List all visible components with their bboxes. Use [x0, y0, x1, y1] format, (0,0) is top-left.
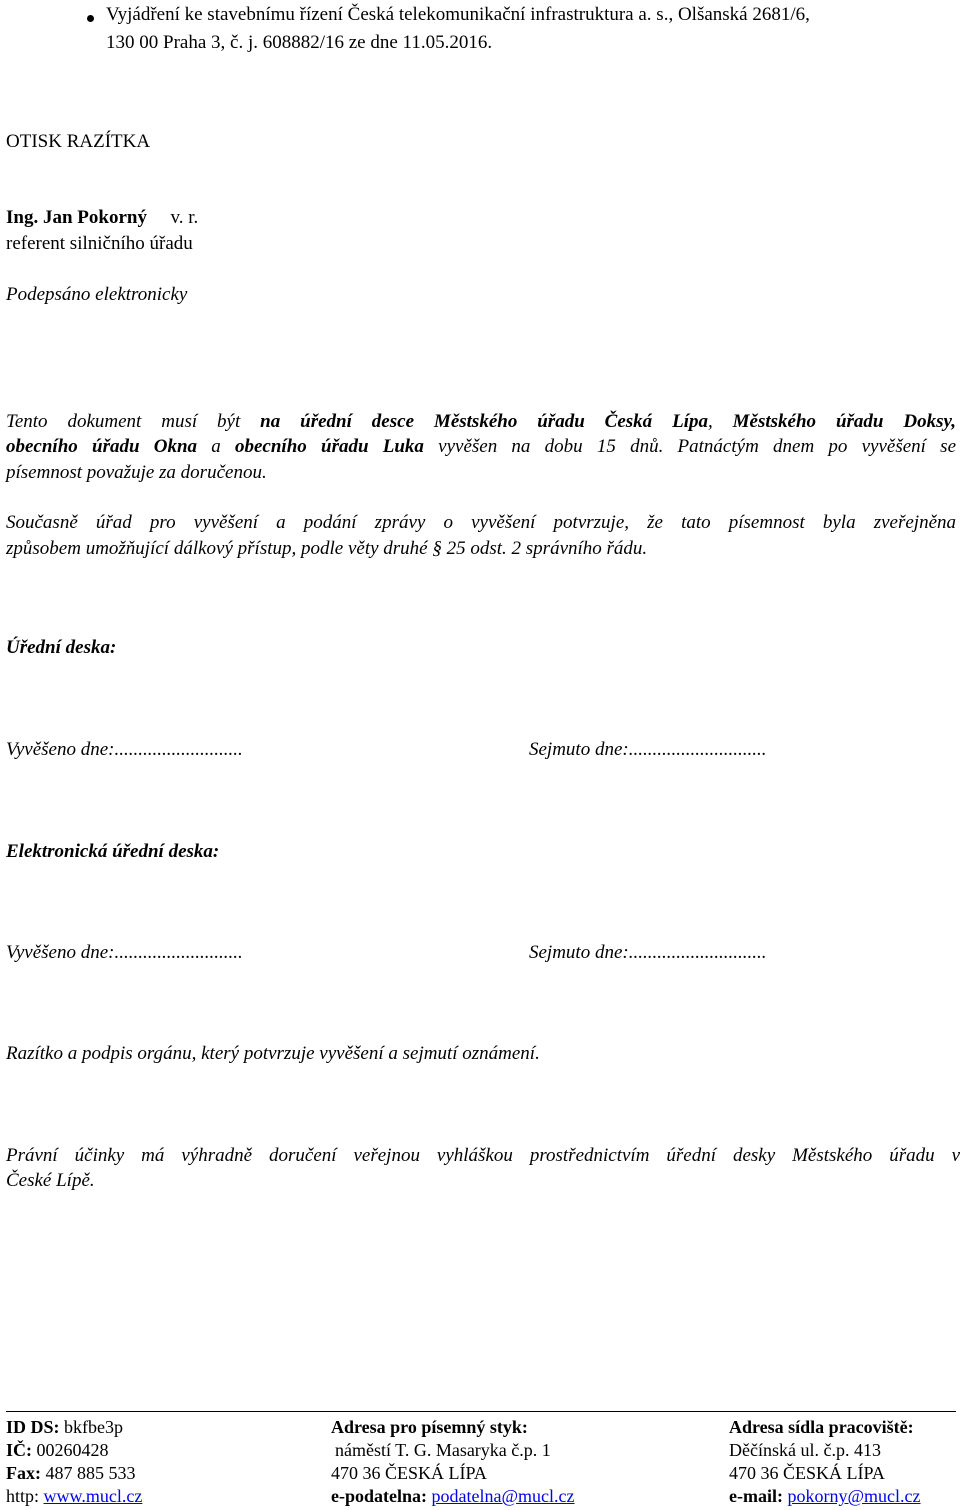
- posting-p2-line-2: způsobem umožňující dálkový přístup, podle věty druhé § 25 odst. 2 správního řádu.: [6, 538, 648, 559]
- footer-ic: [6, 1439, 142, 1462]
- footer-col-office: [729, 1416, 921, 1508]
- signed-electronically: Podepsáno elektronicky: [6, 284, 188, 305]
- mailing-city: 470 36 ČESKÁ LÍPA: [331, 1463, 487, 1483]
- epodatelna-link[interactable]: podatelna@mucl.cz: [431, 1486, 575, 1506]
- footer-web: [6, 1485, 142, 1508]
- website-link[interactable]: www.mucl.cz: [43, 1486, 143, 1506]
- p1-l1-text-2: ,: [707, 411, 733, 432]
- desk-doksy: Městského úřadu Doksy,: [732, 411, 957, 432]
- epodatelna-label: e-podatelna:: [331, 1486, 432, 1506]
- signatory-role: referent silničního úřadu: [6, 233, 193, 254]
- posting-p2-line-1: Současně úřad pro vyvěšení a podání zprávy o vyvěšení potvrzuje, že tato písemnost byla zveřejněna: [6, 512, 956, 533]
- office-city: 470 36 ČESKÁ LÍPA: [729, 1463, 885, 1483]
- fax-label: Fax:: [6, 1463, 41, 1483]
- signatory-vr: v. r.: [170, 207, 199, 228]
- p1-l1-text-1: Tento dokument musí být: [6, 411, 261, 432]
- legal-line-1: Právní účinky má výhradně doručení veřejnou vyhláškou prostřednictvím úřední desky Městského úřadu v: [6, 1145, 960, 1166]
- web-label: http:: [6, 1486, 44, 1506]
- desk-okna: obecního úřadu Okna: [6, 436, 198, 457]
- intro-line-2: 130 00 Praha 3, č. j. 608882/16 ze dne 11.05.2016.: [106, 32, 493, 53]
- signatory-name: Ing. Jan Pokorný: [6, 207, 147, 228]
- official-removed-date: Sejmuto dne:.............................: [529, 739, 767, 760]
- email-label: e-mail:: [729, 1486, 788, 1506]
- official-board-title: Úřední deska:: [6, 637, 117, 658]
- id-ds-value: bkfbe3p: [59, 1417, 123, 1437]
- office-address-title: Adresa sídla pracoviště:: [729, 1417, 914, 1437]
- desk-luka: obecního úřadu Luka: [235, 436, 424, 457]
- email-link[interactable]: pokorny@mucl.cz: [787, 1486, 921, 1506]
- mailing-street: náměstí T. G. Masaryka č.p. 1: [335, 1440, 551, 1460]
- footer-divider: [6, 1411, 956, 1412]
- p1-l2-text-1: a: [197, 436, 235, 457]
- posting-p1-line-3: písemnost považuje za doručenou.: [6, 462, 267, 483]
- posting-p1-line-2: [6, 436, 956, 458]
- electronic-posted-date: Vyvěšeno dne:...........................: [6, 942, 243, 963]
- bullet-dot-icon: [87, 15, 94, 22]
- stamp-label: OTISK RAZÍTKA: [6, 131, 151, 152]
- office-street: Děčínská ul. č.p. 413: [729, 1440, 881, 1460]
- legal-line-2: České Lípě.: [6, 1170, 95, 1191]
- electronic-board-title: Elektronická úřední deska:: [6, 841, 220, 862]
- stamp-signature-note: Razítko a podpis orgánu, který potvrzuje vyvěšení a sejmutí oznámení.: [6, 1043, 540, 1064]
- fax-value: 487 885 533: [41, 1463, 136, 1483]
- footer-col-mailing: [331, 1416, 575, 1508]
- footer-epodatelna: [331, 1485, 575, 1508]
- signatory-name-line: [6, 207, 198, 229]
- ic-value: 00260428: [32, 1440, 109, 1460]
- footer-email: [729, 1485, 921, 1508]
- footer-id-ds: [6, 1416, 142, 1439]
- electronic-removed-date: Sejmuto dne:.............................: [529, 942, 767, 963]
- p1-l2-text-2: vyvěšen na dobu 15 dnů. Patnáctým dnem po vyvěšení se: [423, 436, 956, 457]
- mailing-address-title: Adresa pro písemný styk:: [331, 1417, 528, 1437]
- ic-label: IČ:: [6, 1440, 32, 1460]
- official-posted-date: Vyvěšeno dne:...........................: [6, 739, 243, 760]
- footer-col-ids: [6, 1416, 142, 1508]
- id-ds-label: ID DS:: [6, 1417, 60, 1437]
- posting-p1-line-1: [6, 411, 956, 433]
- intro-line-1: Vyjádření ke stavebnímu řízení Česká telekomunikační infrastruktura a. s., Olšanská 2681/6,: [106, 4, 810, 25]
- desk-ceska-lipa: na úřední desce Městského úřadu Česká Lípa: [260, 411, 708, 432]
- footer-fax: [6, 1462, 142, 1485]
